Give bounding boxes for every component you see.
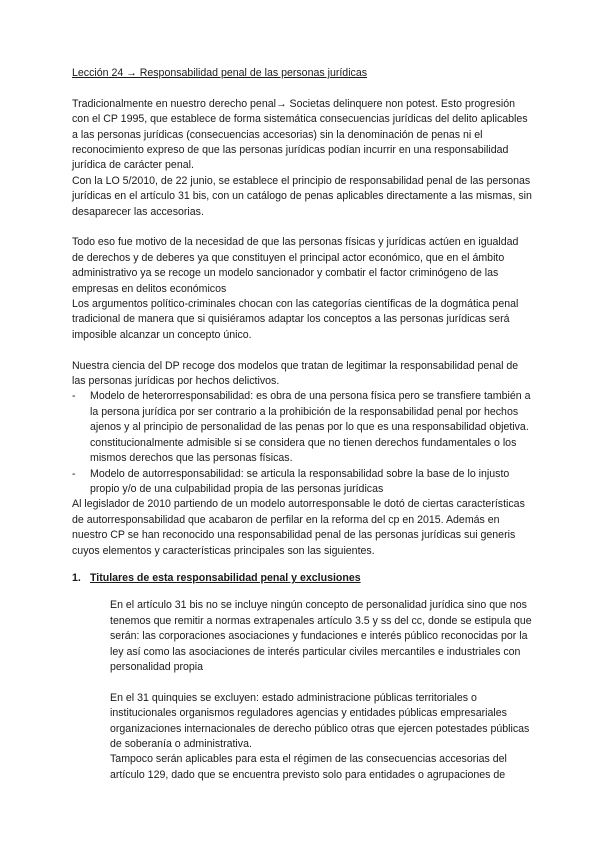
models-intro: Nuestra ciencia del DP recoge dos modelos que tratan de legitimar la responsabilidad penal de las personas jurídicas por hechos delictivos.: [72, 359, 519, 388]
section-paragraph: Tampoco serán aplicables para esta el régimen de las consecuencias accesorias del artículo 129, dado que se encuentra previsto solo para entidades o agrupaciones de: [110, 753, 507, 781]
body-paragraph-motive: Todo eso fue motivo de la necesidad de que las personas físicas y jurídicas actúen en igualdad de derechos y de deberes ya que constituyen el principal actor económico, que en el ámbito administrativo ya se recoge un modelo sancionador y combatir el factor criminógeno de las empresas en delitos económicos: [72, 236, 519, 295]
list-item: - Modelo de heterorresponsabilidad: es obra de una persona física pero se transfiere también a la persona jurídica por ser contrario a la prohibición de la responsabilidad penal por hechos ajenos y al principio de personalidad de las penas por lo que es una responsabilidad objetiva. constitucionalmente admisible si se considera que no tienen derechos fundamentales o los mismos derechos que las personas físicas.: [90, 389, 532, 466]
page-title: Lección 24 → Responsabilidad penal de las personas jurídicas: [72, 67, 368, 79]
section-paragraph: En el artículo 31 bis no se incluye ningún concepto de personalidad jurídica sino que nos tenemos que remitir a normas extrapenales artículo 3.5 y ss del cc, donde se estipula que serán: las corporaciones asociaciones y fundaciones e interés público reconocidas por la ley así como las asociaciones de interés particular civiles mercantiles e industriales con personalidad propia: [110, 599, 532, 673]
legislator-paragraph: Al legislador de 2010 partiendo de un modelo autorresponsable le dotó de ciertas características de autorresponsabilidad que acabaron de perfilar en la reforma del cp en 2015. Además en nuestro CP se han reconocido una responsabilidad penal de las personas jurídicas sui generis cuyos elementos y características principales son las siguientes.: [72, 498, 525, 557]
body-paragraph-arguments: Los argumentos político-criminales chocan con las categorías científicas de la dogmática penal tradicional de manera que si quisiéramos adaptar los conceptos a las personas jurídicas será imposible alcanzar un concepto único.: [72, 298, 519, 341]
section-heading-text: Titulares de esta responsabilidad penal y exclusiones: [90, 571, 361, 584]
models-list: [72, 389, 532, 497]
section-1: [72, 571, 532, 783]
list-item: - Modelo de autorresponsabilidad: se articula la responsabilidad sobre la base de lo injusto propio y/o de una culpabilidad propia de las personas jurídicas: [90, 467, 532, 498]
intro-paragraph-2: Con la LO 5/2010, de 22 junio, se establece el principio de responsabilidad penal de las personas jurídicas en el artículo 31 bis, con un catálogo de penas aplicables directamente a las mismas, sin desaparecer las accesorias.: [72, 174, 532, 218]
section-number: 1.: [72, 571, 81, 584]
section-body: [90, 598, 532, 783]
intro-paragraph-1: Tradicionalmente en nuestro derecho penal→ Societas delinquere non potest. Esto progresión con el CP 1995, que establece de forma sistemática consecuencias jurídicas del delito aplicables a las personas jurídicas (consecuencias accesorias) sin la denominación de penas ni el reconocimiento expreso de que las personas jurídicas podían incurrir en una responsabilidad jurídica de carácter penal.: [72, 97, 528, 172]
section-paragraph: En el 31 quinquies se excluyen: estado administracione públicas territoriales o institucionales organismos reguladores agencias y entidades públicas empresariales organizaciones internacionales de derecho público otras que ejercen potestades públicas de soberanía o administrativa.: [110, 691, 530, 750]
text-column: [72, 66, 532, 783]
section-heading: [72, 571, 532, 586]
